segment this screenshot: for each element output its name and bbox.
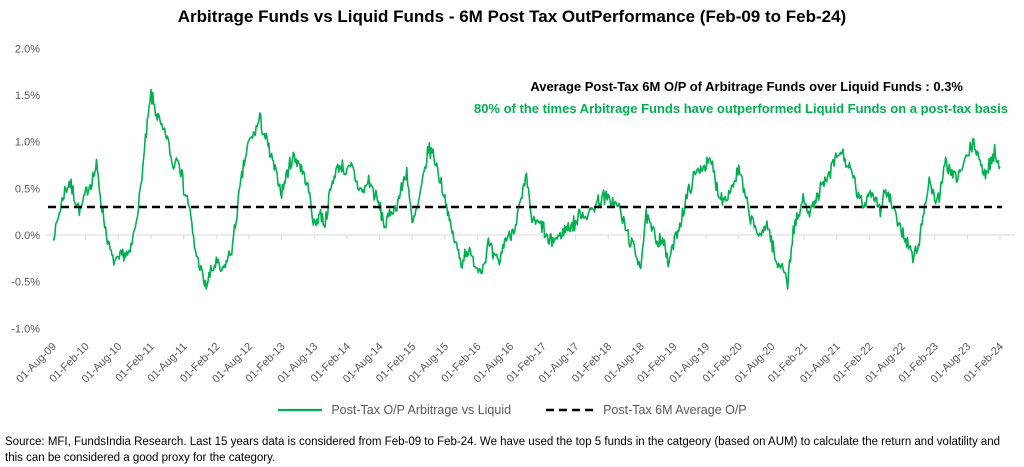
svg-text:01-Feb-16: 01-Feb-16: [439, 340, 484, 386]
svg-text:01-Aug-12: 01-Aug-12: [210, 340, 256, 386]
svg-text:01-Feb-11: 01-Feb-11: [113, 340, 158, 385]
svg-text:2.0%: 2.0%: [14, 43, 40, 56]
svg-text:0.5%: 0.5%: [14, 183, 40, 196]
annotation-average: Average Post-Tax 6M O/P of Arbitrage Funds over Liquid Funds : 0.3%: [530, 79, 963, 94]
svg-text:01-Aug-16: 01-Aug-16: [471, 340, 517, 386]
svg-text:01-Aug-11: 01-Aug-11: [145, 340, 190, 385]
svg-text:01-Aug-18: 01-Aug-18: [602, 340, 647, 386]
legend-item-average: [545, 403, 747, 417]
svg-text:01-Aug-13: 01-Aug-13: [275, 340, 321, 386]
svg-text:01-Feb-15: 01-Feb-15: [373, 340, 419, 386]
svg-text:01-Feb-14: 01-Feb-14: [308, 340, 354, 386]
svg-text:01-Feb-10: 01-Feb-10: [47, 340, 92, 386]
source-note: Source: MFI, FundsIndia Research. Last 15 years data is considered from Feb-09 to Feb-24. We have used the top 5 funds in the catgeory (based on AUM) to calculate the return and volatility and this can be considered a good proxy for the category.: [5, 436, 1001, 465]
chart-title: Arbitrage Funds vs Liquid Funds - 6M Post Tax OutPerformance (Feb-09 to Feb-24): [177, 7, 847, 26]
svg-text:01-Aug-14: 01-Aug-14: [340, 340, 386, 386]
svg-text:0.0%: 0.0%: [14, 230, 40, 242]
svg-text:01-Aug-09: 01-Aug-09: [14, 340, 60, 386]
svg-text:01-Feb-17: 01-Feb-17: [504, 340, 549, 386]
svg-text:01-Aug-23: 01-Aug-23: [928, 340, 974, 386]
svg-text:01-Feb-23: 01-Feb-23: [896, 340, 941, 386]
svg-text:01-Feb-18: 01-Feb-18: [569, 340, 615, 386]
annotation-outperformance: 80% of the times Arbitrage Funds have outperformed Liquid Funds on a post-tax basis: [473, 101, 1008, 116]
chart-legend: [0, 403, 1024, 417]
svg-text:1.5%: 1.5%: [14, 90, 40, 102]
legend-item-arbitrage: [277, 403, 511, 417]
svg-text:01-Feb-12: 01-Feb-12: [178, 340, 223, 386]
svg-text:01-Feb-24: 01-Feb-24: [961, 340, 1007, 386]
legend-label-average: Post-Tax 6M Average O/P: [603, 403, 747, 417]
svg-text:-0.5%: -0.5%: [11, 276, 40, 289]
svg-text:01-Aug-15: 01-Aug-15: [406, 340, 452, 386]
svg-text:-1.0%: -1.0%: [11, 323, 40, 336]
green-line-swatch-icon: [277, 407, 323, 413]
dashed-line-swatch-icon: [545, 407, 595, 413]
svg-text:01-Aug-17: 01-Aug-17: [536, 340, 582, 386]
svg-text:01-Aug-19: 01-Aug-19: [667, 340, 713, 386]
svg-text:01-Feb-21: 01-Feb-21: [765, 340, 811, 386]
svg-text:01-Aug-22: 01-Aug-22: [863, 340, 909, 386]
svg-text:01-Feb-19: 01-Feb-19: [635, 340, 680, 386]
svg-text:01-Feb-20: 01-Feb-20: [700, 340, 745, 386]
svg-text:01-Aug-21: 01-Aug-21: [798, 340, 843, 386]
legend-label-arbitrage: Post-Tax O/P Arbitrage vs Liquid: [331, 403, 512, 417]
svg-text:01-Feb-13: 01-Feb-13: [243, 340, 288, 386]
svg-text:01-Aug-20: 01-Aug-20: [732, 340, 778, 386]
svg-text:1.0%: 1.0%: [14, 136, 40, 149]
svg-text:01-Aug-10: 01-Aug-10: [79, 340, 125, 386]
svg-text:01-Feb-22: 01-Feb-22: [831, 340, 876, 386]
